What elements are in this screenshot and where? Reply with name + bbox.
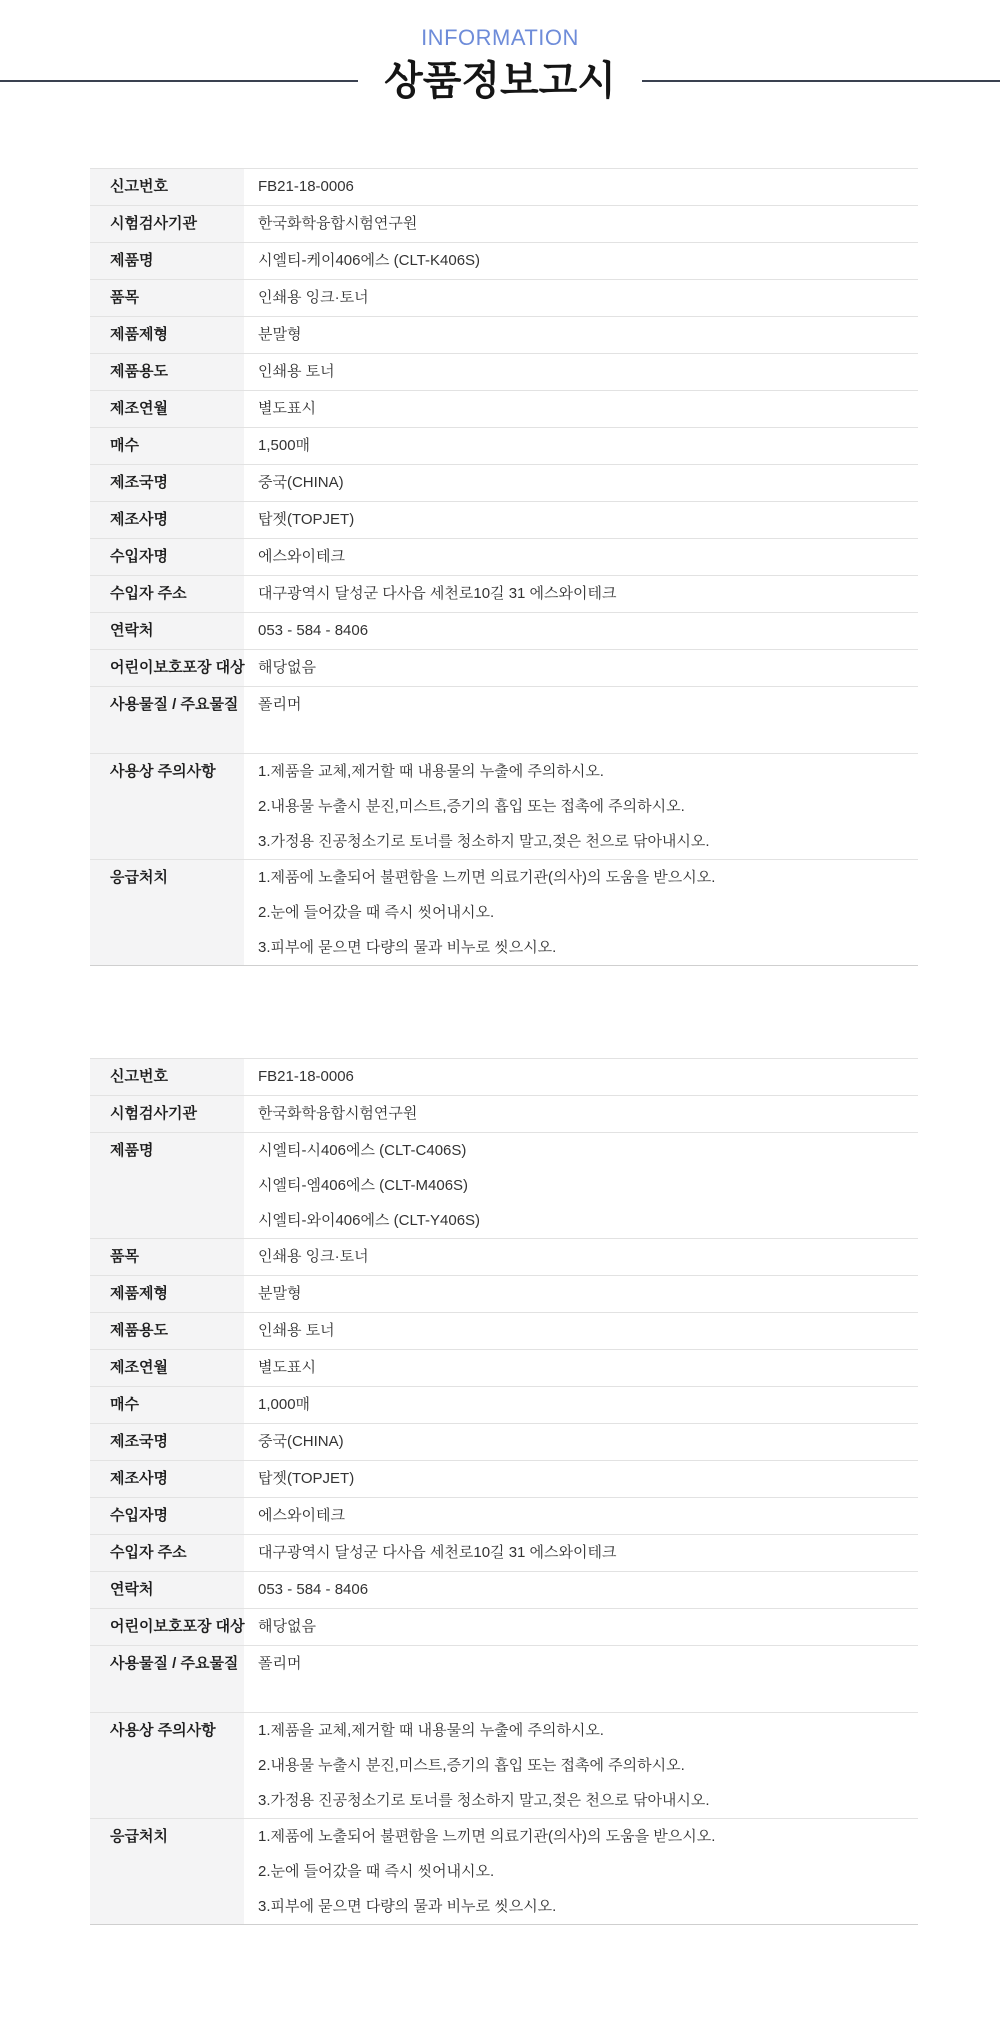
- table-row: [90, 1818, 918, 1924]
- row-label: 연락처: [90, 613, 244, 649]
- row-value: [244, 1498, 918, 1534]
- title-line-right: [642, 80, 1000, 82]
- row-value: [244, 1535, 918, 1571]
- row-value: [244, 1609, 918, 1645]
- row-label: 제조국명: [90, 1424, 244, 1460]
- row-value-line: 3.피부에 묻으면 다량의 물과 비누로 씻으시오.: [258, 1898, 557, 1915]
- row-value-line: 시엘티-와이406에스 (CLT-Y406S): [258, 1212, 481, 1229]
- row-value-line: 053 - 584 - 8406: [258, 1581, 369, 1598]
- row-value: [244, 465, 918, 501]
- row-value-line: 3.피부에 묻으면 다량의 물과 비누로 씻으시오.: [258, 939, 557, 956]
- row-label: 시험검사기관: [90, 206, 244, 242]
- row-value-line: FB21-18-0006: [258, 178, 354, 195]
- table-row: [90, 612, 918, 649]
- row-value: [244, 1096, 918, 1132]
- row-value-line: 시엘티-엠406에스 (CLT-M406S): [258, 1177, 469, 1194]
- row-value-line: 3.가정용 진공청소기로 토너를 청소하지 말고,젖은 천으로 닦아내시오.: [258, 833, 710, 850]
- table-row: [90, 1460, 918, 1497]
- row-value: [244, 502, 918, 538]
- row-label: 제품제형: [90, 1276, 244, 1312]
- table-row: [90, 427, 918, 464]
- row-label: 품목: [90, 1239, 244, 1275]
- row-value: [244, 317, 918, 353]
- row-value-line: 폴리머: [258, 696, 302, 713]
- row-label: 사용물질 / 주요물질: [90, 687, 244, 753]
- row-label: 어린이보호포장 대상: [90, 650, 244, 686]
- table-row: [90, 1349, 918, 1386]
- page-header: [0, 24, 1000, 104]
- row-value-line: 인쇄용 잉크·토너: [258, 1248, 369, 1265]
- row-value-line: 인쇄용 토너: [258, 1322, 335, 1339]
- table-row: [90, 205, 918, 242]
- row-label: 제품용도: [90, 354, 244, 390]
- row-value-line: 2.눈에 들어갔을 때 즉시 씻어내시오.: [258, 904, 495, 921]
- table-row: [90, 464, 918, 501]
- row-label: 신고번호: [90, 1059, 244, 1095]
- row-label: 어린이보호포장 대상: [90, 1609, 244, 1645]
- row-value: [244, 1350, 918, 1386]
- table-row: [90, 168, 918, 205]
- row-value-line: 1,000매: [258, 1396, 311, 1413]
- row-value: [244, 1646, 918, 1712]
- table-row: [90, 1423, 918, 1460]
- product-info-table-2: [90, 1058, 918, 1925]
- row-value-line: 1.제품에 노출되어 불편함을 느끼면 의료기관(의사)의 도움을 받으시오.: [258, 869, 716, 886]
- row-value-line: 053 - 584 - 8406: [258, 622, 369, 639]
- table-row: [90, 1386, 918, 1423]
- row-value-line: 시엘티-시406에스 (CLT-C406S): [258, 1142, 467, 1159]
- table-row: [90, 859, 918, 965]
- row-value-line: 대구광역시 달성군 다사읍 세천로10길 31 에스와이테크: [258, 585, 617, 602]
- row-value: [244, 1461, 918, 1497]
- table-row: [90, 575, 918, 612]
- table-row: [90, 1275, 918, 1312]
- row-value-line: 시엘티-케이406에스 (CLT-K406S): [258, 252, 481, 269]
- row-value-line: 1.제품을 교체,제거할 때 내용물의 누출에 주의하시오.: [258, 1722, 604, 1739]
- row-value-line: 탑젯(TOPJET): [258, 1470, 355, 1487]
- row-value: [244, 243, 918, 279]
- row-label: 수입자명: [90, 1498, 244, 1534]
- row-value: [244, 1133, 918, 1238]
- row-label: 연락처: [90, 1572, 244, 1608]
- table-row: [90, 390, 918, 427]
- row-value-line: 1.제품을 교체,제거할 때 내용물의 누출에 주의하시오.: [258, 763, 604, 780]
- row-value-line: 인쇄용 토너: [258, 363, 335, 380]
- table-row: [90, 1497, 918, 1534]
- table-row: [90, 649, 918, 686]
- table-row: [90, 279, 918, 316]
- row-value-line: FB21-18-0006: [258, 1068, 354, 1085]
- row-value: [244, 1313, 918, 1349]
- row-value: [244, 280, 918, 316]
- table-row: [90, 1534, 918, 1571]
- row-label: 사용상 주의사항: [90, 754, 244, 859]
- row-label: 제품용도: [90, 1313, 244, 1349]
- row-value-line: 한국화학융합시험연구원: [258, 1105, 418, 1122]
- product-info-table-1: [90, 168, 918, 966]
- row-label: 제조연월: [90, 1350, 244, 1386]
- table-row: [90, 1058, 918, 1095]
- row-value: [244, 1424, 918, 1460]
- row-value-line: 한국화학융합시험연구원: [258, 215, 418, 232]
- row-value-line: 해당없음: [258, 659, 316, 676]
- row-label: 수입자 주소: [90, 576, 244, 612]
- row-value: [244, 1276, 918, 1312]
- row-label: 제품명: [90, 243, 244, 279]
- table-row: [90, 753, 918, 859]
- row-value-line: 에스와이테크: [258, 548, 345, 565]
- row-label: 수입자 주소: [90, 1535, 244, 1571]
- row-value: [244, 428, 918, 464]
- row-value-line: 중국(CHINA): [258, 1433, 344, 1450]
- page-title: 상품정보고시: [384, 59, 616, 103]
- row-value: [244, 1059, 918, 1095]
- table-row: [90, 686, 918, 753]
- row-value: [244, 354, 918, 390]
- row-value: [244, 391, 918, 427]
- table-row: [90, 1312, 918, 1349]
- row-value: [244, 206, 918, 242]
- row-label: 응급처치: [90, 1819, 244, 1924]
- table-row: [90, 1132, 918, 1238]
- row-value-line: 인쇄용 잉크·토너: [258, 289, 369, 306]
- row-label: 사용물질 / 주요물질: [90, 1646, 244, 1712]
- row-value: [244, 1819, 918, 1924]
- row-label: 매수: [90, 428, 244, 464]
- row-value-line: 대구광역시 달성군 다사읍 세천로10길 31 에스와이테크: [258, 1544, 617, 1561]
- row-value: [244, 860, 918, 965]
- row-value: [244, 613, 918, 649]
- row-value-line: 2.내용물 누출시 분진,미스트,증기의 흡입 또는 접촉에 주의하시오.: [258, 1757, 685, 1774]
- table-row: [90, 1095, 918, 1132]
- row-label: 수입자명: [90, 539, 244, 575]
- row-label: 제조사명: [90, 502, 244, 538]
- row-value-line: 분말형: [258, 326, 302, 343]
- table-row: [90, 242, 918, 279]
- row-value-line: 폴리머: [258, 1655, 302, 1672]
- table-row: [90, 1238, 918, 1275]
- row-label: 제조사명: [90, 1461, 244, 1497]
- row-value: [244, 754, 918, 859]
- row-value: [244, 1239, 918, 1275]
- table-row: [90, 1645, 918, 1712]
- row-label: 제조연월: [90, 391, 244, 427]
- row-label: 응급처치: [90, 860, 244, 965]
- row-value-line: 2.내용물 누출시 분진,미스트,증기의 흡입 또는 접촉에 주의하시오.: [258, 798, 685, 815]
- row-label: 제조국명: [90, 465, 244, 501]
- table-row: [90, 1608, 918, 1645]
- title-row: [0, 58, 1000, 104]
- row-value: [244, 576, 918, 612]
- row-value: [244, 1713, 918, 1818]
- row-value: [244, 169, 918, 205]
- row-value-line: 2.눈에 들어갔을 때 즉시 씻어내시오.: [258, 1863, 495, 1880]
- table-row: [90, 538, 918, 575]
- row-label: 매수: [90, 1387, 244, 1423]
- table-row: [90, 316, 918, 353]
- row-label: 제품제형: [90, 317, 244, 353]
- row-label: 신고번호: [90, 169, 244, 205]
- title-line-left: [0, 80, 358, 82]
- row-value-line: 1,500매: [258, 437, 311, 454]
- row-value: [244, 539, 918, 575]
- row-value-line: 분말형: [258, 1285, 302, 1302]
- row-label: 시험검사기관: [90, 1096, 244, 1132]
- row-value-line: 별도표시: [258, 400, 316, 417]
- row-value: [244, 650, 918, 686]
- row-value: [244, 687, 918, 753]
- info-eyebrow: INFORMATION: [421, 25, 579, 50]
- row-value: [244, 1387, 918, 1423]
- row-value-line: 에스와이테크: [258, 1507, 345, 1524]
- row-label: 제품명: [90, 1133, 244, 1238]
- row-label: 사용상 주의사항: [90, 1713, 244, 1818]
- row-value-line: 해당없음: [258, 1618, 316, 1635]
- row-value-line: 1.제품에 노출되어 불편함을 느끼면 의료기관(의사)의 도움을 받으시오.: [258, 1828, 716, 1845]
- table-row: [90, 353, 918, 390]
- table-row: [90, 1571, 918, 1608]
- row-value-line: 탑젯(TOPJET): [258, 511, 355, 528]
- row-value-line: 3.가정용 진공청소기로 토너를 청소하지 말고,젖은 천으로 닦아내시오.: [258, 1792, 710, 1809]
- row-value-line: 별도표시: [258, 1359, 316, 1376]
- row-label: 품목: [90, 280, 244, 316]
- row-value: [244, 1572, 918, 1608]
- table-row: [90, 501, 918, 538]
- table-row: [90, 1712, 918, 1818]
- row-value-line: 중국(CHINA): [258, 474, 344, 491]
